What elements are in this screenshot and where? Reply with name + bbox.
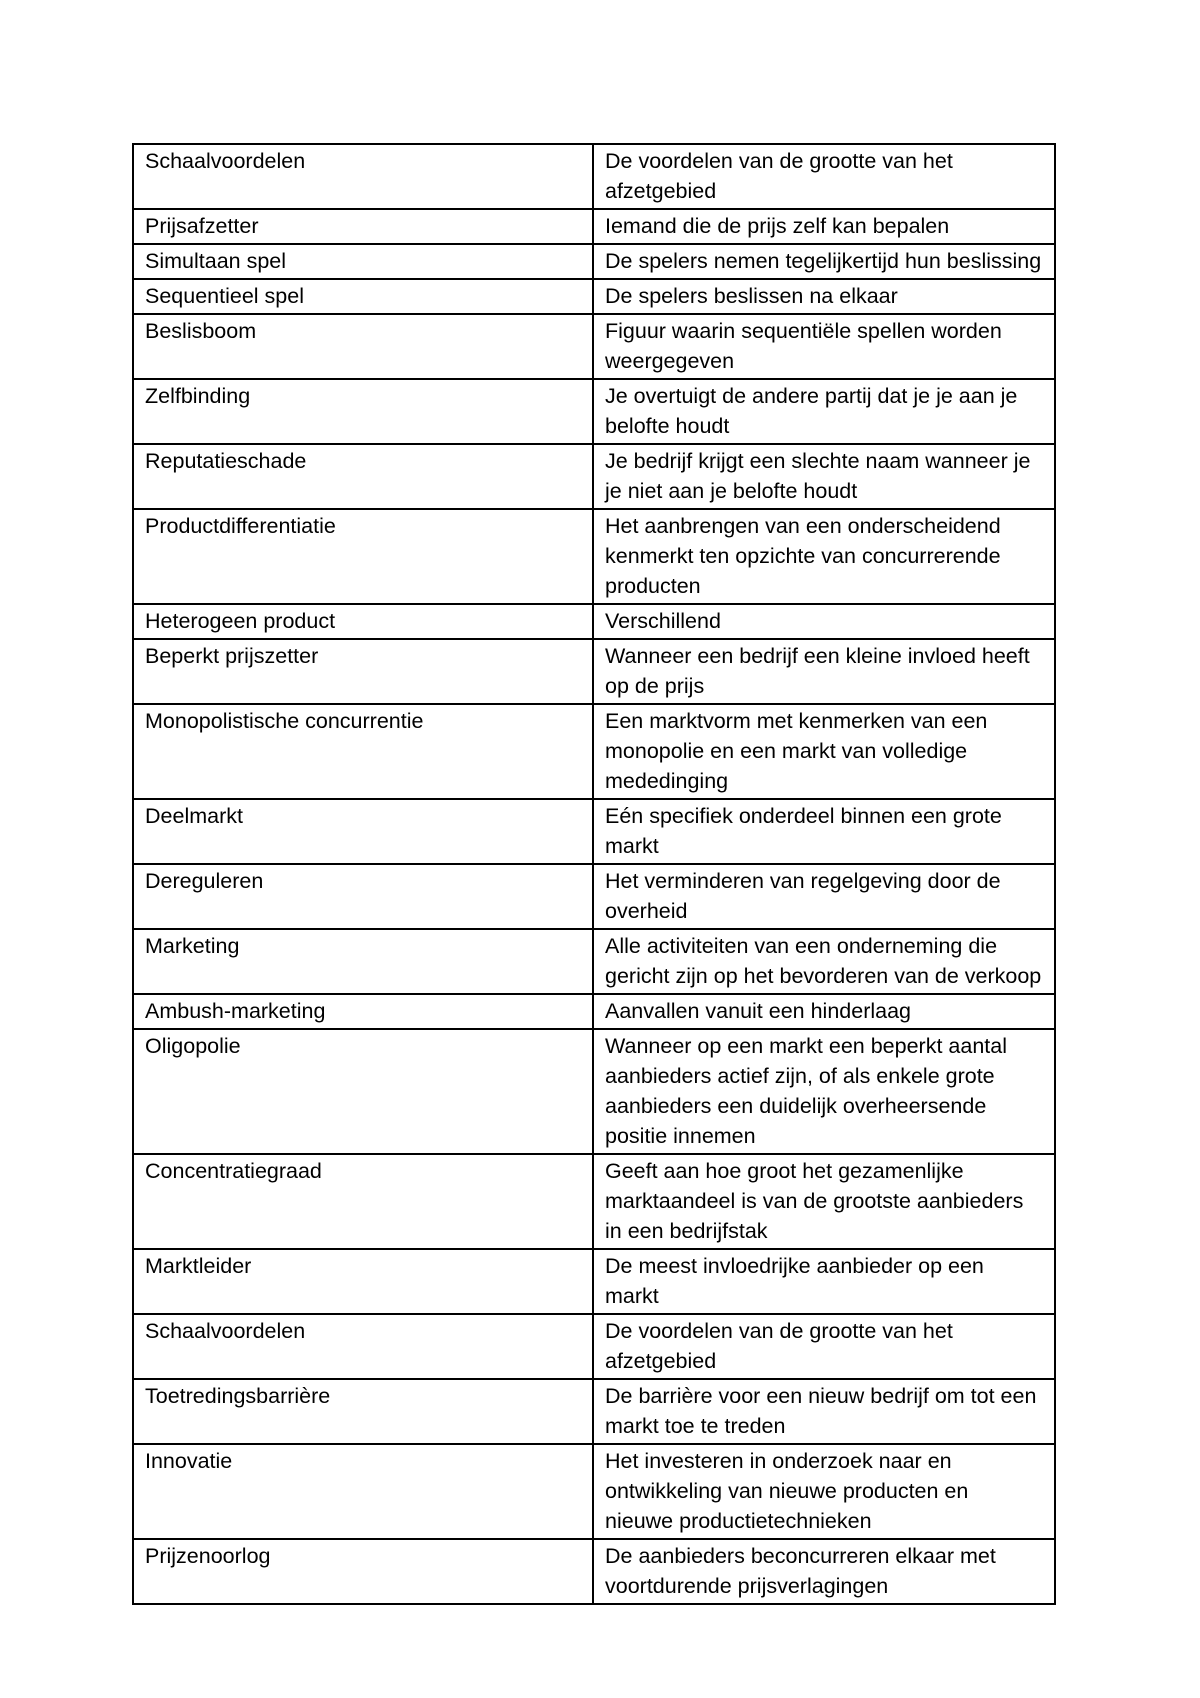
table-row bbox=[133, 379, 1055, 444]
table-row bbox=[133, 1539, 1055, 1604]
term-cell: Beperkt prijszetter bbox=[133, 639, 593, 704]
table-row bbox=[133, 279, 1055, 314]
table-row bbox=[133, 144, 1055, 209]
definition-cell: Je bedrijf krijgt een slechte naam wanneer je je niet aan je belofte houdt bbox=[593, 444, 1055, 509]
term-cell: Prijzenoorlog bbox=[133, 1539, 593, 1604]
definition-cell: De voordelen van de grootte van het afzetgebied bbox=[593, 144, 1055, 209]
table-row bbox=[133, 1029, 1055, 1154]
definition-cell: Je overtuigt de andere partij dat je je aan je belofte houdt bbox=[593, 379, 1055, 444]
term-cell: Sequentieel spel bbox=[133, 279, 593, 314]
term-cell: Schaalvoordelen bbox=[133, 1314, 593, 1379]
table-row bbox=[133, 314, 1055, 379]
term-cell: Reputatieschade bbox=[133, 444, 593, 509]
table-row bbox=[133, 1314, 1055, 1379]
definition-cell: Verschillend bbox=[593, 604, 1055, 639]
definition-cell: Het investeren in onderzoek naar en ontwikkeling van nieuwe producten en nieuwe productietechnieken bbox=[593, 1444, 1055, 1539]
term-cell: Oligopolie bbox=[133, 1029, 593, 1154]
term-cell: Marketing bbox=[133, 929, 593, 994]
definition-cell: Het aanbrengen van een onderscheidend kenmerkt ten opzichte van concurrerende producten bbox=[593, 509, 1055, 604]
table-row bbox=[133, 704, 1055, 799]
definition-cell: Eén specifiek onderdeel binnen een grote markt bbox=[593, 799, 1055, 864]
table-row bbox=[133, 209, 1055, 244]
table-row bbox=[133, 1154, 1055, 1249]
term-cell: Zelfbinding bbox=[133, 379, 593, 444]
definition-cell: Iemand die de prijs zelf kan bepalen bbox=[593, 209, 1055, 244]
table-row bbox=[133, 864, 1055, 929]
definition-cell: Wanneer op een markt een beperkt aantal aanbieders actief zijn, of als enkele grote aanbieders een duidelijk overheersende positie innemen bbox=[593, 1029, 1055, 1154]
table-row bbox=[133, 1249, 1055, 1314]
term-cell: Prijsafzetter bbox=[133, 209, 593, 244]
definition-cell: Geeft aan hoe groot het gezamenlijke marktaandeel is van de grootste aanbieders in een bedrijfstak bbox=[593, 1154, 1055, 1249]
term-cell: Concentratiegraad bbox=[133, 1154, 593, 1249]
table-row bbox=[133, 1444, 1055, 1539]
definition-cell: De voordelen van de grootte van het afzetgebied bbox=[593, 1314, 1055, 1379]
table-row bbox=[133, 1379, 1055, 1444]
definition-cell: De spelers beslissen na elkaar bbox=[593, 279, 1055, 314]
table-row bbox=[133, 444, 1055, 509]
definition-cell: De meest invloedrijke aanbieder op een markt bbox=[593, 1249, 1055, 1314]
glossary-table bbox=[132, 143, 1056, 1605]
term-cell: Deelmarkt bbox=[133, 799, 593, 864]
term-cell: Toetredingsbarrière bbox=[133, 1379, 593, 1444]
table-row bbox=[133, 994, 1055, 1029]
term-cell: Productdifferentiatie bbox=[133, 509, 593, 604]
definition-cell: De barrière voor een nieuw bedrijf om tot een markt toe te treden bbox=[593, 1379, 1055, 1444]
definition-cell: Wanneer een bedrijf een kleine invloed heeft op de prijs bbox=[593, 639, 1055, 704]
term-cell: Monopolistische concurrentie bbox=[133, 704, 593, 799]
term-cell: Marktleider bbox=[133, 1249, 593, 1314]
definition-cell: Een marktvorm met kenmerken van een monopolie en een markt van volledige mededinging bbox=[593, 704, 1055, 799]
table-row bbox=[133, 639, 1055, 704]
definition-cell: De spelers nemen tegelijkertijd hun beslissing bbox=[593, 244, 1055, 279]
table-row bbox=[133, 509, 1055, 604]
term-cell: Beslisboom bbox=[133, 314, 593, 379]
table-row bbox=[133, 244, 1055, 279]
term-cell: Dereguleren bbox=[133, 864, 593, 929]
table-row bbox=[133, 799, 1055, 864]
table-row bbox=[133, 604, 1055, 639]
term-cell: Innovatie bbox=[133, 1444, 593, 1539]
term-cell: Ambush-marketing bbox=[133, 994, 593, 1029]
term-cell: Simultaan spel bbox=[133, 244, 593, 279]
term-cell: Heterogeen product bbox=[133, 604, 593, 639]
definition-cell: Het verminderen van regelgeving door de overheid bbox=[593, 864, 1055, 929]
definition-cell: De aanbieders beconcurreren elkaar met voortdurende prijsverlagingen bbox=[593, 1539, 1055, 1604]
definition-cell: Figuur waarin sequentiële spellen worden weergegeven bbox=[593, 314, 1055, 379]
definition-cell: Aanvallen vanuit een hinderlaag bbox=[593, 994, 1055, 1029]
term-cell: Schaalvoordelen bbox=[133, 144, 593, 209]
table-row bbox=[133, 929, 1055, 994]
definition-cell: Alle activiteiten van een onderneming die gericht zijn op het bevorderen van de verkoop bbox=[593, 929, 1055, 994]
